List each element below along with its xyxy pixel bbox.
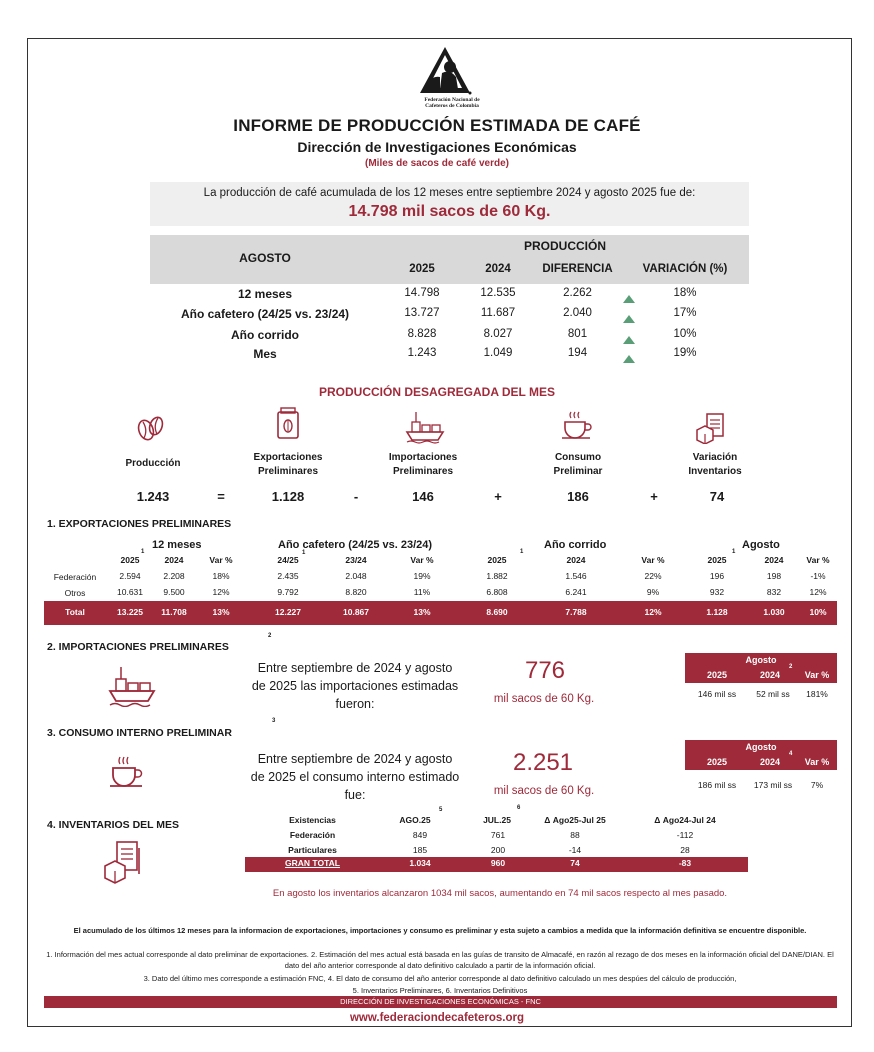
units-label: (Miles de sacos de café verde): [365, 158, 509, 169]
row-var: 10%: [673, 328, 697, 340]
exports-row-label: Federación: [53, 572, 97, 582]
inventory-summary: En agosto los inventarios alcanzaron 1034 mil sacos, aumentando en 74 mil sacos respecto al mes pasado.: [272, 888, 728, 899]
cargo-ship-icon: [405, 408, 445, 444]
inventory-icon: [695, 410, 729, 444]
up-arrow-icon: [623, 350, 635, 368]
col-2024: 2024: [485, 263, 511, 275]
logo-text: Federación Nacional de Cafeteros de Colombia: [424, 97, 480, 109]
exports-group: Año corrido: [544, 539, 607, 551]
imports-box-value: 181%: [806, 689, 828, 699]
imports-title: 2. IMPORTACIONES PRELIMINARES: [47, 641, 229, 653]
operator: -: [353, 489, 359, 504]
row-diff: 2.040: [563, 307, 592, 319]
col-diferencia: DIFERENCIA: [542, 263, 613, 275]
exports-cell: 22%: [644, 571, 662, 581]
footnote-marker: 4: [789, 751, 793, 757]
exports-total-cell: 13.225: [117, 607, 143, 617]
breakdown-label: Producción: [125, 458, 181, 469]
row-2025: 1.243: [407, 347, 437, 359]
exports-cell: 6.808: [486, 587, 508, 597]
inventory-cell: 200: [490, 845, 506, 855]
coffee-bag-icon: [275, 406, 301, 440]
footnote-marker: 1: [302, 550, 306, 556]
consumption-unit: mil sacos de 60 Kg.: [493, 785, 595, 797]
breakdown-value: 1.243: [136, 489, 170, 504]
exports-total-cell: 10.867: [343, 607, 369, 617]
consumption-title: 3. CONSUMO INTERNO PRELIMINAR: [47, 727, 232, 739]
exports-cell: 12%: [212, 587, 230, 597]
footnote-marker: 2: [789, 664, 793, 670]
exports-cell: 2.594: [119, 571, 141, 581]
exports-total-cell: 1.030: [763, 607, 785, 617]
inventory-cell: 761: [490, 830, 506, 840]
inventory-cell: -112: [676, 830, 694, 840]
inventory-header: JUL.25: [483, 815, 511, 825]
row-label: Año cafetero (24/25 vs. 23/24): [180, 307, 350, 321]
exports-cell: 9.500: [163, 587, 185, 597]
row-label: 12 meses: [237, 287, 293, 301]
row-diff: 194: [567, 347, 588, 359]
exports-cell: 6.241: [565, 587, 587, 597]
row-label: Mes: [253, 347, 277, 361]
inventory-row-label: Particulares: [288, 845, 337, 855]
summary-value: 14.798 mil sacos de 60 Kg.: [348, 203, 551, 220]
footer-disclaimer: El acumulado de los últimos 12 meses para la informacion de exportaciones, importaciones y consumo es preliminar y esta sujeto a cambios a medida que la información definitiva se encuentre disponible.: [73, 926, 807, 935]
exports-cell: 12%: [809, 587, 827, 597]
footnote-marker: 6: [517, 805, 521, 811]
exports-subheader: 2024: [764, 555, 784, 565]
exports-cell: 18%: [212, 571, 230, 581]
exports-cell: 2.208: [163, 571, 185, 581]
report-title: INFORME DE PRODUCCIÓN ESTIMADA DE CAFÉ: [233, 116, 641, 135]
inventory-title: 4. INVENTARIOS DEL MES: [47, 819, 180, 831]
exports-total-cell: 12%: [644, 607, 662, 617]
inventory-cell: 88: [570, 830, 580, 840]
footer-bar: DIRECCIÓN DE INVESTIGACIONES ECONÓMICAS - FNC: [44, 996, 837, 1008]
inventory-total-cell: 1.034: [409, 858, 431, 868]
row-diff: 801: [567, 328, 588, 340]
consumption-box-value: 186 mil ss: [697, 780, 737, 790]
breakdown-label: Importaciones Preliminares: [388, 452, 458, 477]
imports-box-title: Agosto: [745, 655, 777, 665]
up-arrow-icon: [623, 290, 635, 308]
exports-cell: 1.882: [486, 571, 508, 581]
inventory-total-cell: 960: [490, 858, 506, 868]
inventory-total-cell: -83: [678, 858, 692, 868]
exports-total-cell: 10%: [809, 607, 827, 617]
imports-box-value: 52 mil ss: [756, 689, 790, 699]
exports-cell: 198: [766, 571, 782, 581]
breakdown-value: 186: [567, 489, 589, 504]
consumption-box-value: 7%: [810, 780, 824, 790]
consumption-box-value: 173 mil ss: [753, 780, 793, 790]
exports-subheader: 2025: [707, 555, 727, 565]
exports-subheader: 23/24: [345, 555, 367, 565]
exports-total-cell: 13%: [212, 607, 230, 617]
row-var: 19%: [673, 347, 697, 359]
footer-note: 5. Inventarios Preliminares, 6. Inventarios Definitivos: [352, 986, 528, 995]
breakdown-label: Exportaciones Preliminares: [253, 452, 323, 477]
exports-subheader: Var %: [641, 555, 665, 565]
footnote-marker: 5: [439, 807, 443, 813]
inventory-row-label: Federación: [289, 830, 336, 840]
exports-cell: 2.048: [345, 571, 367, 581]
inventory-cell: 28: [680, 845, 690, 855]
exports-cell: 2.435: [277, 571, 299, 581]
breakdown-value: 146: [412, 489, 434, 504]
exports-total-cell: 11.708: [161, 607, 187, 617]
exports-group: Año cafetero (24/25 vs. 23/24): [278, 539, 433, 551]
row-2024: 12.535: [480, 287, 516, 299]
footer-note: 3. Dato del último mes corresponde a estimación FNC, 4. El dato de consumo del año anterior corresponde al dato definitivo calculado un mes despúes del cálculo de producción,: [143, 974, 737, 983]
coffee-cup-icon: [560, 408, 596, 440]
exports-cell: 1.546: [565, 571, 587, 581]
row-2024: 11.687: [480, 307, 516, 319]
consumption-value: 2.251: [512, 749, 574, 776]
operator: +: [494, 489, 502, 504]
exports-subheader: Var %: [410, 555, 434, 565]
consumption-box-header-cell: 2025: [706, 757, 728, 767]
exports-cell: -1%: [810, 571, 826, 581]
exports-subheader: Var %: [806, 555, 830, 565]
footnote-marker: 1: [520, 549, 524, 555]
imports-unit: mil sacos de 60 Kg.: [493, 693, 595, 705]
exports-subheader: Var %: [209, 555, 233, 565]
row-2024: 1.049: [483, 347, 513, 359]
footnote-marker: 3: [272, 718, 276, 724]
exports-subheader: 2025: [120, 555, 140, 565]
period-label: AGOSTO: [239, 251, 291, 265]
consumption-box-title: Agosto: [745, 742, 777, 752]
exports-total-cell: 7.788: [565, 607, 587, 617]
exports-total-label: Total: [65, 607, 85, 617]
breakdown-value: 74: [709, 489, 725, 504]
exports-total-cell: 1.128: [706, 607, 728, 617]
inventory-header: AGO.25: [399, 815, 431, 825]
col-variacion: VARIACIÓN (%): [642, 263, 728, 275]
exports-subheader: 24/25: [277, 555, 299, 565]
exports-total-cell: 13%: [413, 607, 431, 617]
inventory-icon: [103, 838, 145, 886]
inventory-header: Δ Ago24-Jul 24: [654, 815, 716, 825]
exports-cell: 9%: [646, 587, 660, 597]
row-2025: 14.798: [404, 287, 440, 299]
exports-title: 1. EXPORTACIONES PRELIMINARES: [47, 518, 232, 530]
exports-subheader: 2024: [566, 555, 586, 565]
footer-note: 1. Información del mes actual corresponde al dato preliminar de exportaciones. 2. Estimación del mes actual está basada en las guías de transito de Almacafé, en razón al rezago de dos meses en la información oficial del DANE/DIAN. El dato del año anterior corresponde al dato definitivo calculado a partir de la información oficial.: [46, 950, 834, 970]
row-label: Año corrido: [231, 328, 299, 342]
imports-box-header-cell: Var %: [804, 670, 830, 680]
footnote-marker: 1: [732, 549, 736, 555]
footnote-marker: 2: [268, 633, 272, 639]
breakdown-value: 1.128: [271, 489, 305, 504]
exports-cell: 11%: [413, 587, 431, 597]
website-link[interactable]: www.federaciondecafeteros.org: [349, 1012, 525, 1024]
inventory-cell: -14: [568, 845, 582, 855]
cargo-ship-icon: [108, 663, 156, 707]
imports-box-header-cell: 2024: [759, 670, 781, 680]
operator: +: [650, 489, 658, 504]
exports-cell: 932: [709, 587, 725, 597]
operator: =: [217, 489, 225, 504]
imports-text: Entre septiembre de 2024 y agosto de 2025 las importaciones estimadas fueron:: [251, 661, 459, 711]
exports-group: Agosto: [742, 539, 780, 551]
coffee-cup-icon: [108, 752, 148, 788]
col-2025: 2025: [409, 263, 435, 275]
production-group-label: PRODUCCIÓN: [523, 239, 606, 253]
exports-cell: 196: [709, 571, 725, 581]
imports-value: 776: [524, 657, 566, 684]
row-2024: 8.027: [483, 328, 513, 340]
exports-cell: 19%: [413, 571, 431, 581]
breakdown-label: Consumo Preliminar: [553, 452, 603, 477]
breakdown-label: Variación Inventarios: [688, 452, 742, 477]
footnote-marker: 1: [141, 549, 145, 555]
summary-text: La producción de café acumulada de los 12 meses entre septiembre 2024 y agosto 2025 fue de:: [203, 187, 696, 199]
exports-cell: 9.792: [277, 587, 299, 597]
inventory-header: Existencias: [289, 815, 336, 825]
report-subtitle: Dirección de Investigaciones Económicas: [297, 139, 577, 155]
coffee-bean-icon: [135, 413, 165, 443]
exports-group: 12 meses: [152, 539, 202, 551]
up-arrow-icon: [623, 331, 635, 349]
inventory-header: Δ Ago25-Jul 25: [544, 815, 606, 825]
exports-total-cell: 12.227: [275, 607, 301, 617]
exports-cell: 8.820: [345, 587, 367, 597]
inventory-cell: 185: [412, 845, 428, 855]
consumption-text: Entre septiembre de 2024 y agosto de 2025 el consumo interno estimado fue:: [250, 752, 460, 802]
row-diff: 2.262: [563, 287, 592, 299]
breakdown-title: PRODUCCIÓN DESAGREGADA DEL MES: [318, 385, 556, 399]
imports-box-value: 146 mil ss: [697, 689, 737, 699]
exports-row-label: Otros: [64, 588, 86, 598]
row-var: 17%: [673, 307, 697, 319]
exports-subheader: 2025: [487, 555, 507, 565]
exports-cell: 10.631: [117, 587, 143, 597]
row-2025: 8.828: [407, 328, 437, 340]
inventory-total-label: GRAN TOTAL: [285, 858, 340, 868]
exports-cell: 832: [766, 587, 782, 597]
row-2025: 13.727: [404, 307, 440, 319]
row-var: 18%: [673, 287, 697, 299]
summary-box: [150, 182, 749, 226]
exports-subheader: 2024: [164, 555, 184, 565]
up-arrow-icon: [623, 310, 635, 328]
consumption-box-header-cell: Var %: [804, 757, 830, 767]
imports-box-header-cell: 2025: [706, 670, 728, 680]
inventory-cell: 849: [412, 830, 428, 840]
consumption-box-header-cell: 2024: [759, 757, 781, 767]
inventory-total-cell: 74: [570, 858, 580, 868]
exports-total-cell: 8.690: [486, 607, 508, 617]
